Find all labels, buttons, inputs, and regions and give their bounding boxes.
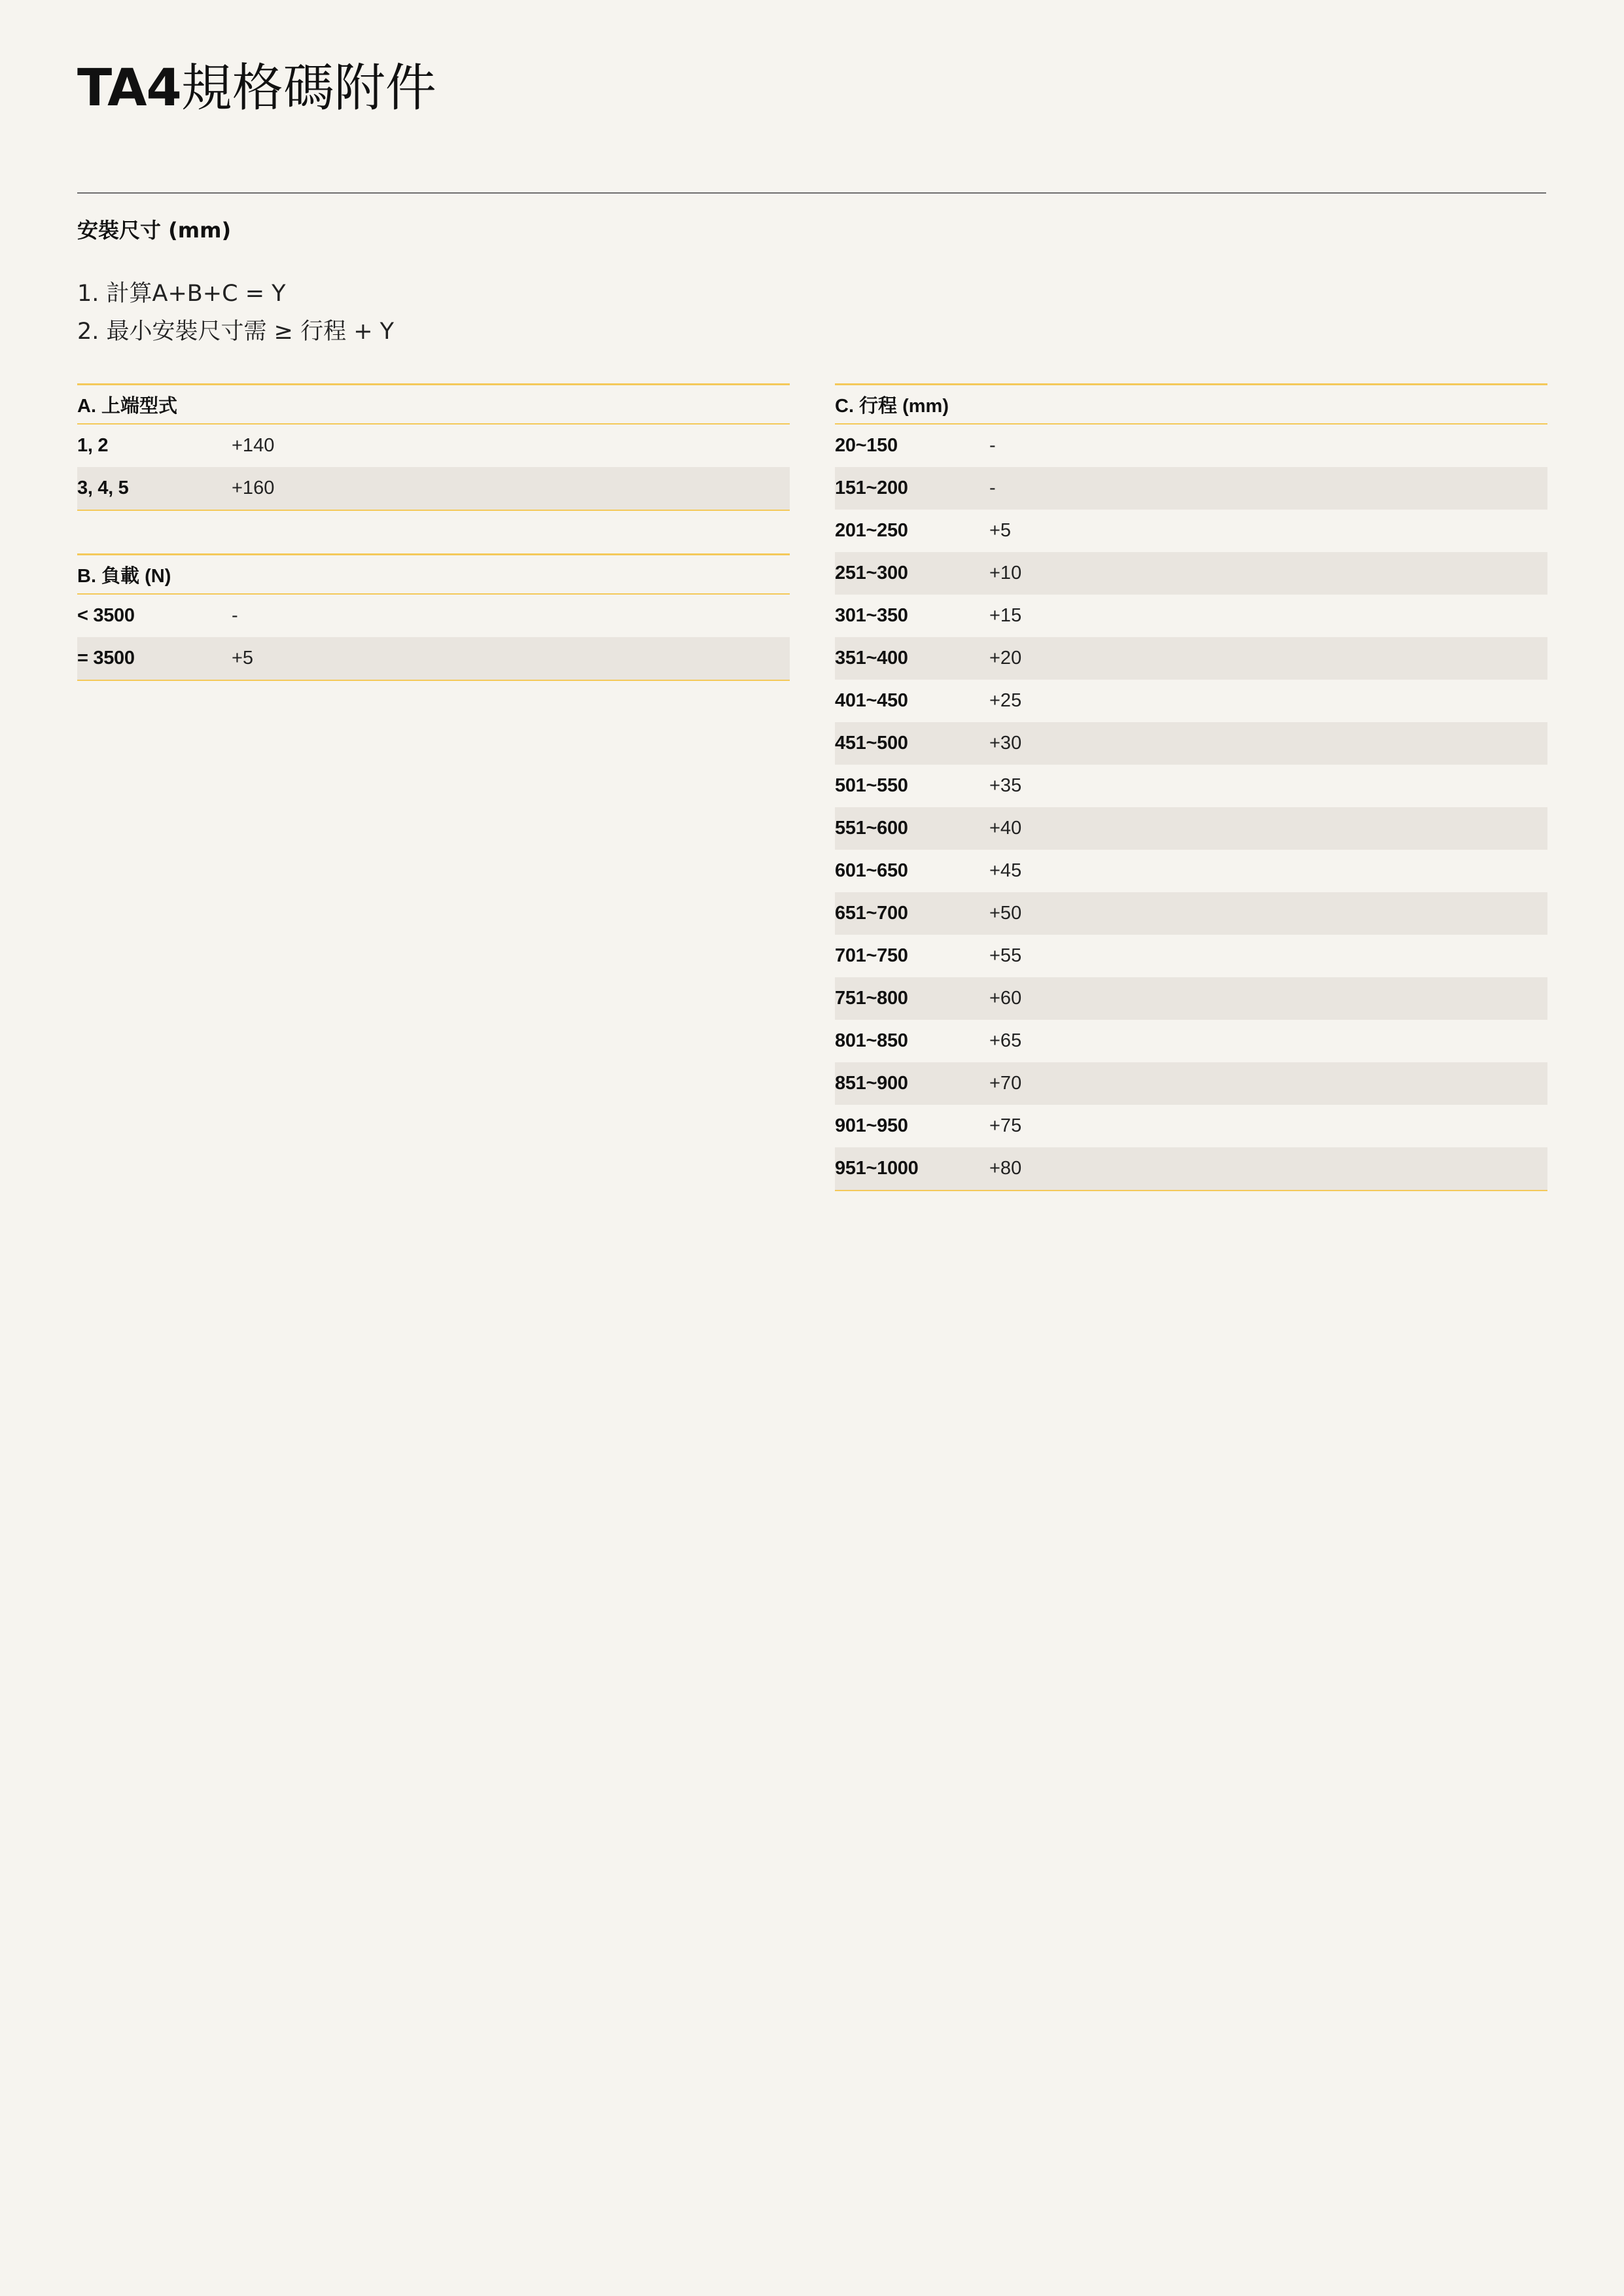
row-key: 1, 2 [77, 435, 109, 456]
row-key: 801~850 [835, 1030, 908, 1051]
row-key: 351~400 [835, 648, 908, 669]
instruction-step: 1. 計算A+B+C = Y [77, 281, 286, 307]
row-key: 701~750 [835, 945, 908, 966]
table-header: C. 行程 (mm) [835, 383, 1547, 425]
title-divider [77, 192, 1546, 194]
row-value: +35 [989, 775, 1022, 796]
table-row [835, 637, 1547, 680]
row-key: = 3500 [77, 648, 135, 669]
table-row [835, 977, 1547, 1020]
table-stroke [835, 383, 1547, 1191]
table-row [835, 1062, 1547, 1105]
row-value: +25 [989, 690, 1022, 711]
row-key: 551~600 [835, 818, 908, 839]
table-row [835, 552, 1547, 595]
row-key: < 3500 [77, 605, 135, 626]
table-row [835, 892, 1547, 935]
row-value: +140 [232, 435, 275, 456]
row-key: 901~950 [835, 1115, 908, 1136]
page-title-model: TA4 [77, 59, 181, 118]
row-key: 751~800 [835, 988, 908, 1009]
table-row [835, 467, 1547, 510]
table-row [77, 637, 790, 680]
row-value: +80 [989, 1158, 1022, 1179]
page-title-text: 規格碼附件 [181, 59, 436, 118]
row-value: +10 [989, 563, 1022, 583]
table-end-rule [77, 680, 790, 681]
row-key: 851~900 [835, 1073, 908, 1094]
page-title [77, 59, 436, 118]
row-value: +75 [989, 1115, 1022, 1136]
row-key: 451~500 [835, 733, 908, 754]
row-value: +5 [989, 520, 1012, 541]
row-key: 951~1000 [835, 1158, 919, 1179]
row-key: 251~300 [835, 563, 908, 583]
table-row [835, 1020, 1547, 1062]
row-value: +40 [989, 818, 1022, 839]
table-row [835, 680, 1547, 722]
row-value: - [989, 435, 996, 456]
table-row [77, 425, 790, 467]
row-key: 651~700 [835, 903, 908, 924]
table-row [835, 425, 1547, 467]
table-header: B. 負載 (N) [77, 553, 790, 595]
table-row [835, 807, 1547, 850]
row-value: - [989, 478, 996, 498]
table-end-rule [835, 1190, 1547, 1191]
row-key: 601~650 [835, 860, 908, 881]
table-row [835, 765, 1547, 807]
row-value: +55 [989, 945, 1022, 966]
table-row [835, 1147, 1547, 1190]
row-key: 301~350 [835, 605, 908, 626]
row-value: +30 [989, 733, 1022, 754]
table-load [77, 553, 790, 681]
row-key: 3, 4, 5 [77, 478, 129, 498]
table-row [835, 595, 1547, 637]
row-key: 151~200 [835, 478, 908, 498]
table-top-type [77, 383, 790, 511]
row-value: +50 [989, 903, 1022, 924]
row-value: +20 [989, 648, 1022, 669]
section-heading: 安裝尺寸 (mm) [77, 218, 232, 243]
row-value: +15 [989, 605, 1022, 626]
row-value: +70 [989, 1073, 1022, 1094]
row-value: +60 [989, 988, 1022, 1009]
table-row [77, 467, 790, 510]
row-value: +160 [232, 478, 275, 498]
instruction-step: 2. 最小安裝尺寸需 ≥ 行程 + Y [77, 319, 395, 345]
table-row [835, 935, 1547, 977]
row-key: 20~150 [835, 435, 898, 456]
row-key: 401~450 [835, 690, 908, 711]
table-header: A. 上端型式 [77, 383, 790, 425]
instruction-list [77, 275, 394, 351]
table-row [835, 850, 1547, 892]
row-value: +5 [232, 648, 254, 669]
table-end-rule [77, 510, 790, 511]
row-value: +65 [989, 1030, 1022, 1051]
table-row [77, 595, 790, 637]
row-value: +45 [989, 860, 1022, 881]
table-row [835, 1105, 1547, 1147]
row-key: 201~250 [835, 520, 908, 541]
table-row [835, 510, 1547, 552]
row-value: - [232, 605, 238, 626]
row-key: 501~550 [835, 775, 908, 796]
table-row [835, 722, 1547, 765]
